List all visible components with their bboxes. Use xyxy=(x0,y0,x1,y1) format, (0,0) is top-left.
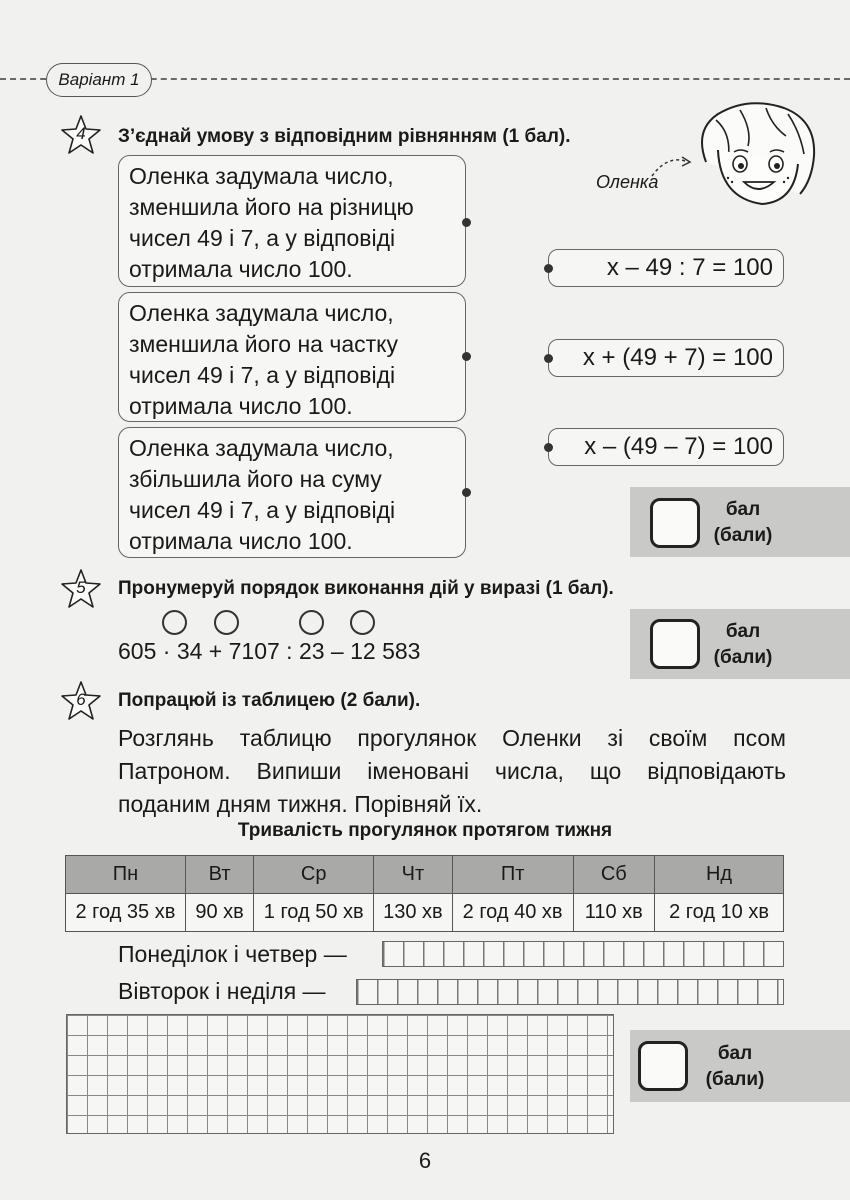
condition-1-line-1: Оленка задумала число, xyxy=(129,163,394,189)
table-header-cell: Чт xyxy=(374,856,453,894)
table-header-cell: Ср xyxy=(254,856,374,894)
girl-face-illustration xyxy=(688,100,828,210)
score-label-line-2: (бали) xyxy=(713,525,773,546)
condition-box-2[interactable] xyxy=(118,292,466,422)
condition-2-line-2: зменшила його на частку xyxy=(129,331,398,357)
table-cell: 110 хв xyxy=(573,894,655,932)
order-circle-1[interactable] xyxy=(162,610,187,635)
expression: 605 · 34 + 7107 : 23 – 12 583 xyxy=(118,638,421,664)
score-box-task-6[interactable] xyxy=(638,1041,688,1091)
character-label: Оленка xyxy=(596,172,659,192)
table-header-cell: Сб xyxy=(573,856,655,894)
condition-2-connector-dot[interactable] xyxy=(462,352,471,361)
answer-cells-tue-sun[interactable] xyxy=(356,979,784,1005)
task-6-title: Попрацюй із таблицею (2 бали). xyxy=(118,690,421,711)
equation-3-connector-dot[interactable] xyxy=(544,443,553,452)
table-cell: 130 хв xyxy=(374,894,453,932)
work-grid[interactable] xyxy=(66,1014,614,1134)
table-title: Тривалість прогулянок протягом тижня xyxy=(237,820,613,841)
task-6-star-icon xyxy=(60,680,102,722)
condition-3-line-2: збільшила його на суму xyxy=(129,466,382,492)
page-number: 6 xyxy=(418,1148,432,1173)
order-circle-3[interactable] xyxy=(299,610,324,635)
score-label-line-2: (бали) xyxy=(705,1069,765,1090)
answer-label-tue-sun: Вівторок і неділя — xyxy=(118,978,326,1004)
table-header-row xyxy=(66,856,784,894)
equation-box-3[interactable] xyxy=(548,428,784,466)
condition-2-line-3: чисел 49 і 7, а у відповіді xyxy=(129,362,396,388)
equation-1-text: x – 49 : 7 = 100 xyxy=(606,254,773,281)
condition-3-line-4: отримала число 100. xyxy=(129,528,353,554)
task-6-instructions: Розглянь таблицю прогулянок Оленки зі своїм псом Патроном. Випиши іменовані числа, що відповідають поданим дням тижня. Порівняй їх. xyxy=(118,725,786,817)
table-cell: 2 год 10 хв xyxy=(655,894,784,932)
table-header-cell: Пт xyxy=(452,856,573,894)
score-label-line-1: бал xyxy=(717,1043,753,1064)
order-circle-4[interactable] xyxy=(350,610,375,635)
condition-2-line-1: Оленка задумала число, xyxy=(129,300,394,326)
condition-1-line-3: чисел 49 і 7, а у відповіді xyxy=(129,225,396,251)
score-label-task-4 xyxy=(703,497,783,549)
table-cell: 2 год 35 хв xyxy=(66,894,186,932)
condition-1-line-2: зменшила його на різницю xyxy=(129,194,414,220)
task-4-number: 4 xyxy=(76,124,86,143)
equation-box-1[interactable] xyxy=(548,249,784,287)
condition-3-line-3: чисел 49 і 7, а у відповіді xyxy=(129,497,396,523)
variant-badge: Варіант 1 xyxy=(46,63,152,97)
equation-1-connector-dot[interactable] xyxy=(544,264,553,273)
score-label-line-2: (бали) xyxy=(713,647,773,668)
condition-3-connector-dot[interactable] xyxy=(462,488,471,497)
task-5-number: 5 xyxy=(76,578,86,597)
task-4-star-icon xyxy=(60,114,102,156)
score-label-task-5 xyxy=(703,619,783,671)
condition-box-3[interactable] xyxy=(118,427,466,558)
condition-1-connector-dot[interactable] xyxy=(462,218,471,227)
score-box-task-4[interactable] xyxy=(650,498,700,548)
condition-box-1[interactable] xyxy=(118,155,466,287)
table-row xyxy=(66,894,784,932)
equation-3-text: x – (49 – 7) = 100 xyxy=(584,433,773,460)
condition-1-line-4: отримала число 100. xyxy=(129,256,353,282)
table-header-cell: Пн xyxy=(66,856,186,894)
condition-3-line-1: Оленка задумала число, xyxy=(129,435,394,461)
walks-table xyxy=(65,855,784,932)
order-circle-2[interactable] xyxy=(214,610,239,635)
table-header-cell: Вт xyxy=(185,856,253,894)
task-4-title: З’єднай умову з відповідним рівнянням (1 бал). xyxy=(118,126,571,147)
equation-box-2[interactable] xyxy=(548,339,784,377)
task-5-star-icon xyxy=(60,568,102,610)
equation-2-connector-dot[interactable] xyxy=(544,354,553,363)
score-box-task-5[interactable] xyxy=(650,619,700,669)
score-label-line-1: бал xyxy=(725,499,761,520)
task-5-title: Пронумеруй порядок виконання дій у виразі (1 бал). xyxy=(118,578,614,599)
answer-cells-mon-thu[interactable] xyxy=(382,941,784,967)
table-cell: 1 год 50 хв xyxy=(254,894,374,932)
table-cell: 2 год 40 хв xyxy=(452,894,573,932)
equation-2-text: x + (49 + 7) = 100 xyxy=(582,344,773,371)
score-label-line-1: бал xyxy=(725,621,761,642)
table-cell: 90 хв xyxy=(185,894,253,932)
task-6-number: 6 xyxy=(76,690,86,709)
table-header-cell: Нд xyxy=(655,856,784,894)
condition-2-line-4: отримала число 100. xyxy=(129,393,353,419)
score-label-task-6 xyxy=(695,1041,775,1093)
answer-label-mon-thu: Понеділок і четвер — xyxy=(118,941,347,967)
